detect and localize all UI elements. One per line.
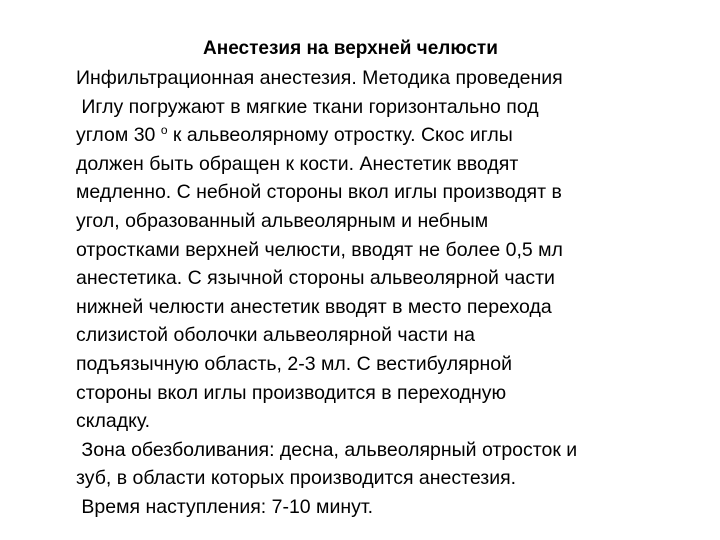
degree-superscript: о	[160, 123, 168, 138]
body-line-9: нижней челюсти анестетик вводят в место перехода	[76, 295, 552, 318]
body-line-16: Время наступления: 7-10 минут.	[76, 495, 374, 518]
body-line-8: анестетика. С язычной стороны альвеолярной части	[76, 267, 555, 290]
slide-title: Анестезия на верхней челюсти	[203, 38, 498, 59]
body-line-6: угол, образованный альвеолярным и небным	[76, 209, 489, 232]
body-line-4: должен быть обращен к кости. Анестетик вводят	[76, 152, 519, 175]
body-line-13: складку.	[76, 410, 151, 433]
body-line-1: Инфильтрационная анестезия. Методика проведения	[76, 67, 563, 89]
body-line-5: медленно. С небной стороны вкол иглы производят в	[76, 181, 562, 204]
body-line-3	[76, 121, 706, 150]
angle-value-text: углом 30	[76, 124, 156, 147]
body-line-3-rest: к альвеолярному отростку. Скос иглы	[167, 124, 513, 147]
body-line-7: отростками верхней челюсти, вводят не более 0,5 мл	[76, 238, 563, 261]
body-line-10: слизистой оболочки альвеолярной части на	[76, 324, 476, 347]
body-line-11: подъязычную область, 2-3 мл. С вестибулярной	[76, 352, 513, 375]
body-line-15: зуб, в области которых производится анестезия.	[76, 467, 517, 490]
body-line-2: Иглу погружают в мягкие ткани горизонтально под	[76, 95, 539, 118]
slide-body	[76, 64, 706, 522]
body-line-14: Зона обезболивания: десна, альвеолярный отросток и	[76, 438, 578, 461]
body-line-12: стороны вкол иглы производится в переходную	[76, 381, 507, 404]
